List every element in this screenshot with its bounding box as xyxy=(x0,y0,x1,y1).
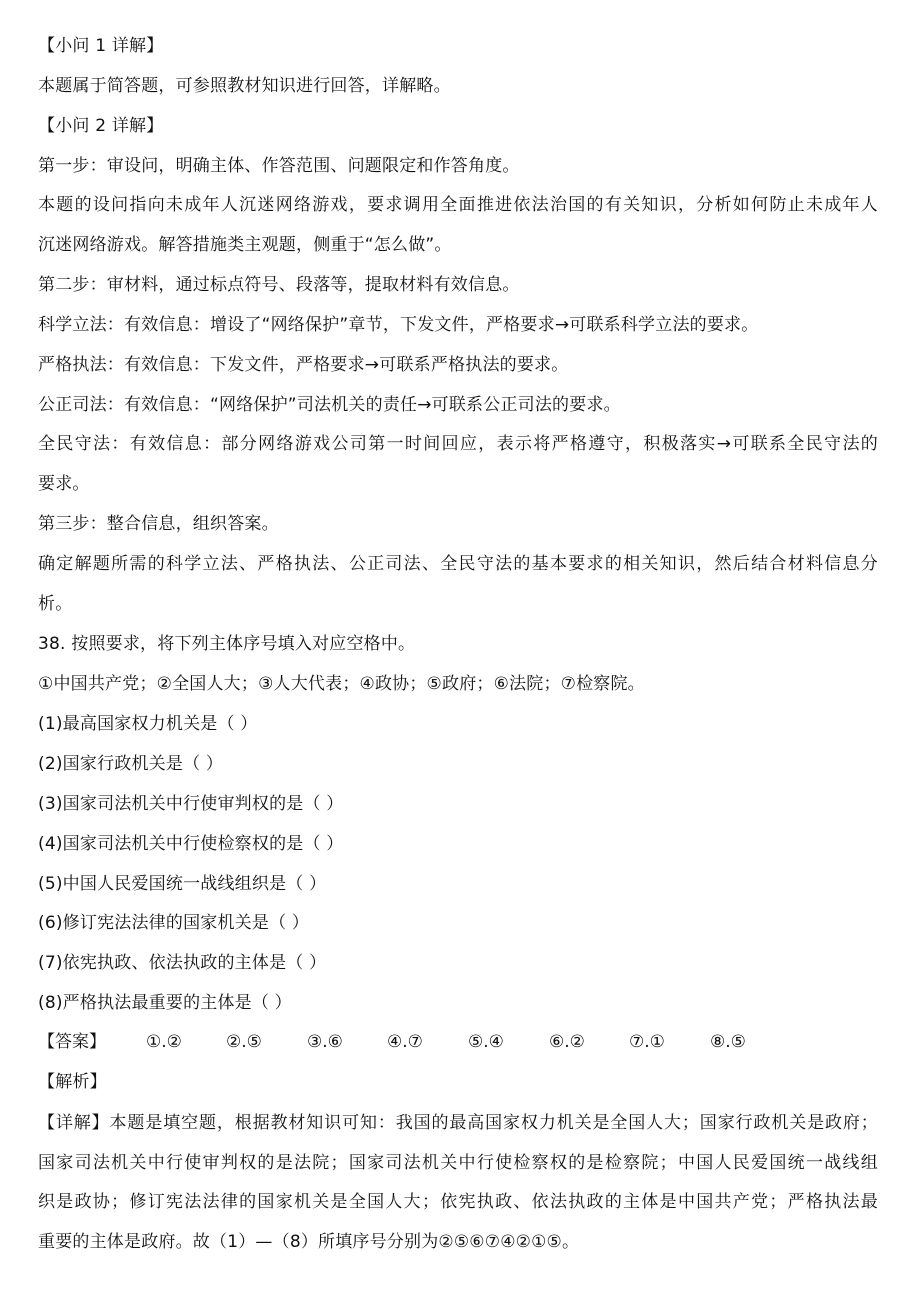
paragraph-line: 沉迷网络游戏。解答措施类主观题，侧重于“怎么做”。 xyxy=(38,235,452,255)
subquestion-1-heading: 【小问 1 详解】 xyxy=(38,36,164,56)
blank-item: (1)最高国家权力机关是（ ） xyxy=(38,714,258,734)
answer-item: ②.⑤ xyxy=(226,1032,262,1052)
subquestion-2-heading: 【小问 2 详解】 xyxy=(38,116,164,136)
paragraph-line: 要求。 xyxy=(38,474,90,494)
paragraph-line: 本题的设问指向未成年人沉迷网络游戏，要求调用全面推进依法治国的有关知识，分析如何防止未成年人 xyxy=(38,195,878,215)
answer-item: ⑦.① xyxy=(629,1032,665,1052)
answer-item: ⑧.⑤ xyxy=(710,1032,746,1052)
info-science-legislation: 科学立法：有效信息：增设了“网络保护”章节，下发文件，严格要求→可联系科学立法的要求。 xyxy=(38,315,759,335)
answer-item: ⑥.② xyxy=(549,1032,585,1052)
question-38: 38. 按照要求，将下列主体序号填入对应空格中。 xyxy=(38,634,416,654)
paragraph-line: 析。 xyxy=(38,594,73,614)
blank-item: (2)国家行政机关是（ ） xyxy=(38,754,224,774)
answer-item: ⑤.④ xyxy=(468,1032,504,1052)
blank-item: (8)严格执法最重要的主体是（ ） xyxy=(38,993,292,1013)
blank-item: (6)修订宪法法律的国家机关是（ ） xyxy=(38,913,310,933)
subject-options: ①中国共产党；②全国人大；③人大代表；④政协；⑤政府；⑥法院；⑦检察院。 xyxy=(38,674,645,694)
blank-item: (7)依宪执政、依法执政的主体是（ ） xyxy=(38,953,327,973)
analysis-label: 【解析】 xyxy=(38,1072,107,1092)
blank-item: (4)国家司法机关中行使检察权的是（ ） xyxy=(38,834,344,854)
info-strict-enforcement: 严格执法：有效信息：下发文件，严格要求→可联系严格执法的要求。 xyxy=(38,355,569,375)
blank-item: (3)国家司法机关中行使审判权的是（ ） xyxy=(38,794,344,814)
detail-line: 织是政协；修订宪法法律的国家机关是全国人大；依宪执政、依法执政的主体是中国共产党；严格执法最 xyxy=(38,1192,878,1212)
answer-item: ④.⑦ xyxy=(387,1032,423,1052)
step-2: 第二步：审材料，通过标点符号、段落等，提取材料有效信息。 xyxy=(38,275,520,295)
detail-line: 国家司法机关中行使审判权的是法院；国家司法机关中行使检察权的是检察院；中国人民爱国统一战线组 xyxy=(38,1153,878,1173)
subquestion-1-text: 本题属于简答题，可参照教材知识进行回答，详解略。 xyxy=(38,76,451,96)
info-law-abiding: 全民守法：有效信息：部分网络游戏公司第一时间回应，表示将严格遵守，积极落实→可联系全民守法的 xyxy=(38,434,878,454)
step-3: 第三步：整合信息，组织答案。 xyxy=(38,514,279,534)
answer-item: ③.⑥ xyxy=(307,1032,343,1052)
answer-label: 【答案】 xyxy=(38,1032,106,1052)
step-1: 第一步：审设问，明确主体、作答范围、问题限定和作答角度。 xyxy=(38,156,520,176)
paragraph-line: 确定解题所需的科学立法、严格执法、公正司法、全民守法的基本要求的相关知识，然后结合材料信息分 xyxy=(38,554,878,574)
blank-item: (5)中国人民爱国统一战线组织是（ ） xyxy=(38,874,327,894)
detail-line: 重要的主体是政府。故（1）—（8）所填序号分别为②⑤⑥⑦④②①⑤。 xyxy=(38,1232,580,1252)
info-fair-justice: 公正司法：有效信息：“网络保护”司法机关的责任→可联系公正司法的要求。 xyxy=(38,395,621,415)
answer-item: ①.② xyxy=(146,1032,182,1052)
detail-line: 【详解】本题是填空题，根据教材知识可知：我国的最高国家权力机关是全国人大；国家行政机关是政府； xyxy=(38,1113,878,1133)
